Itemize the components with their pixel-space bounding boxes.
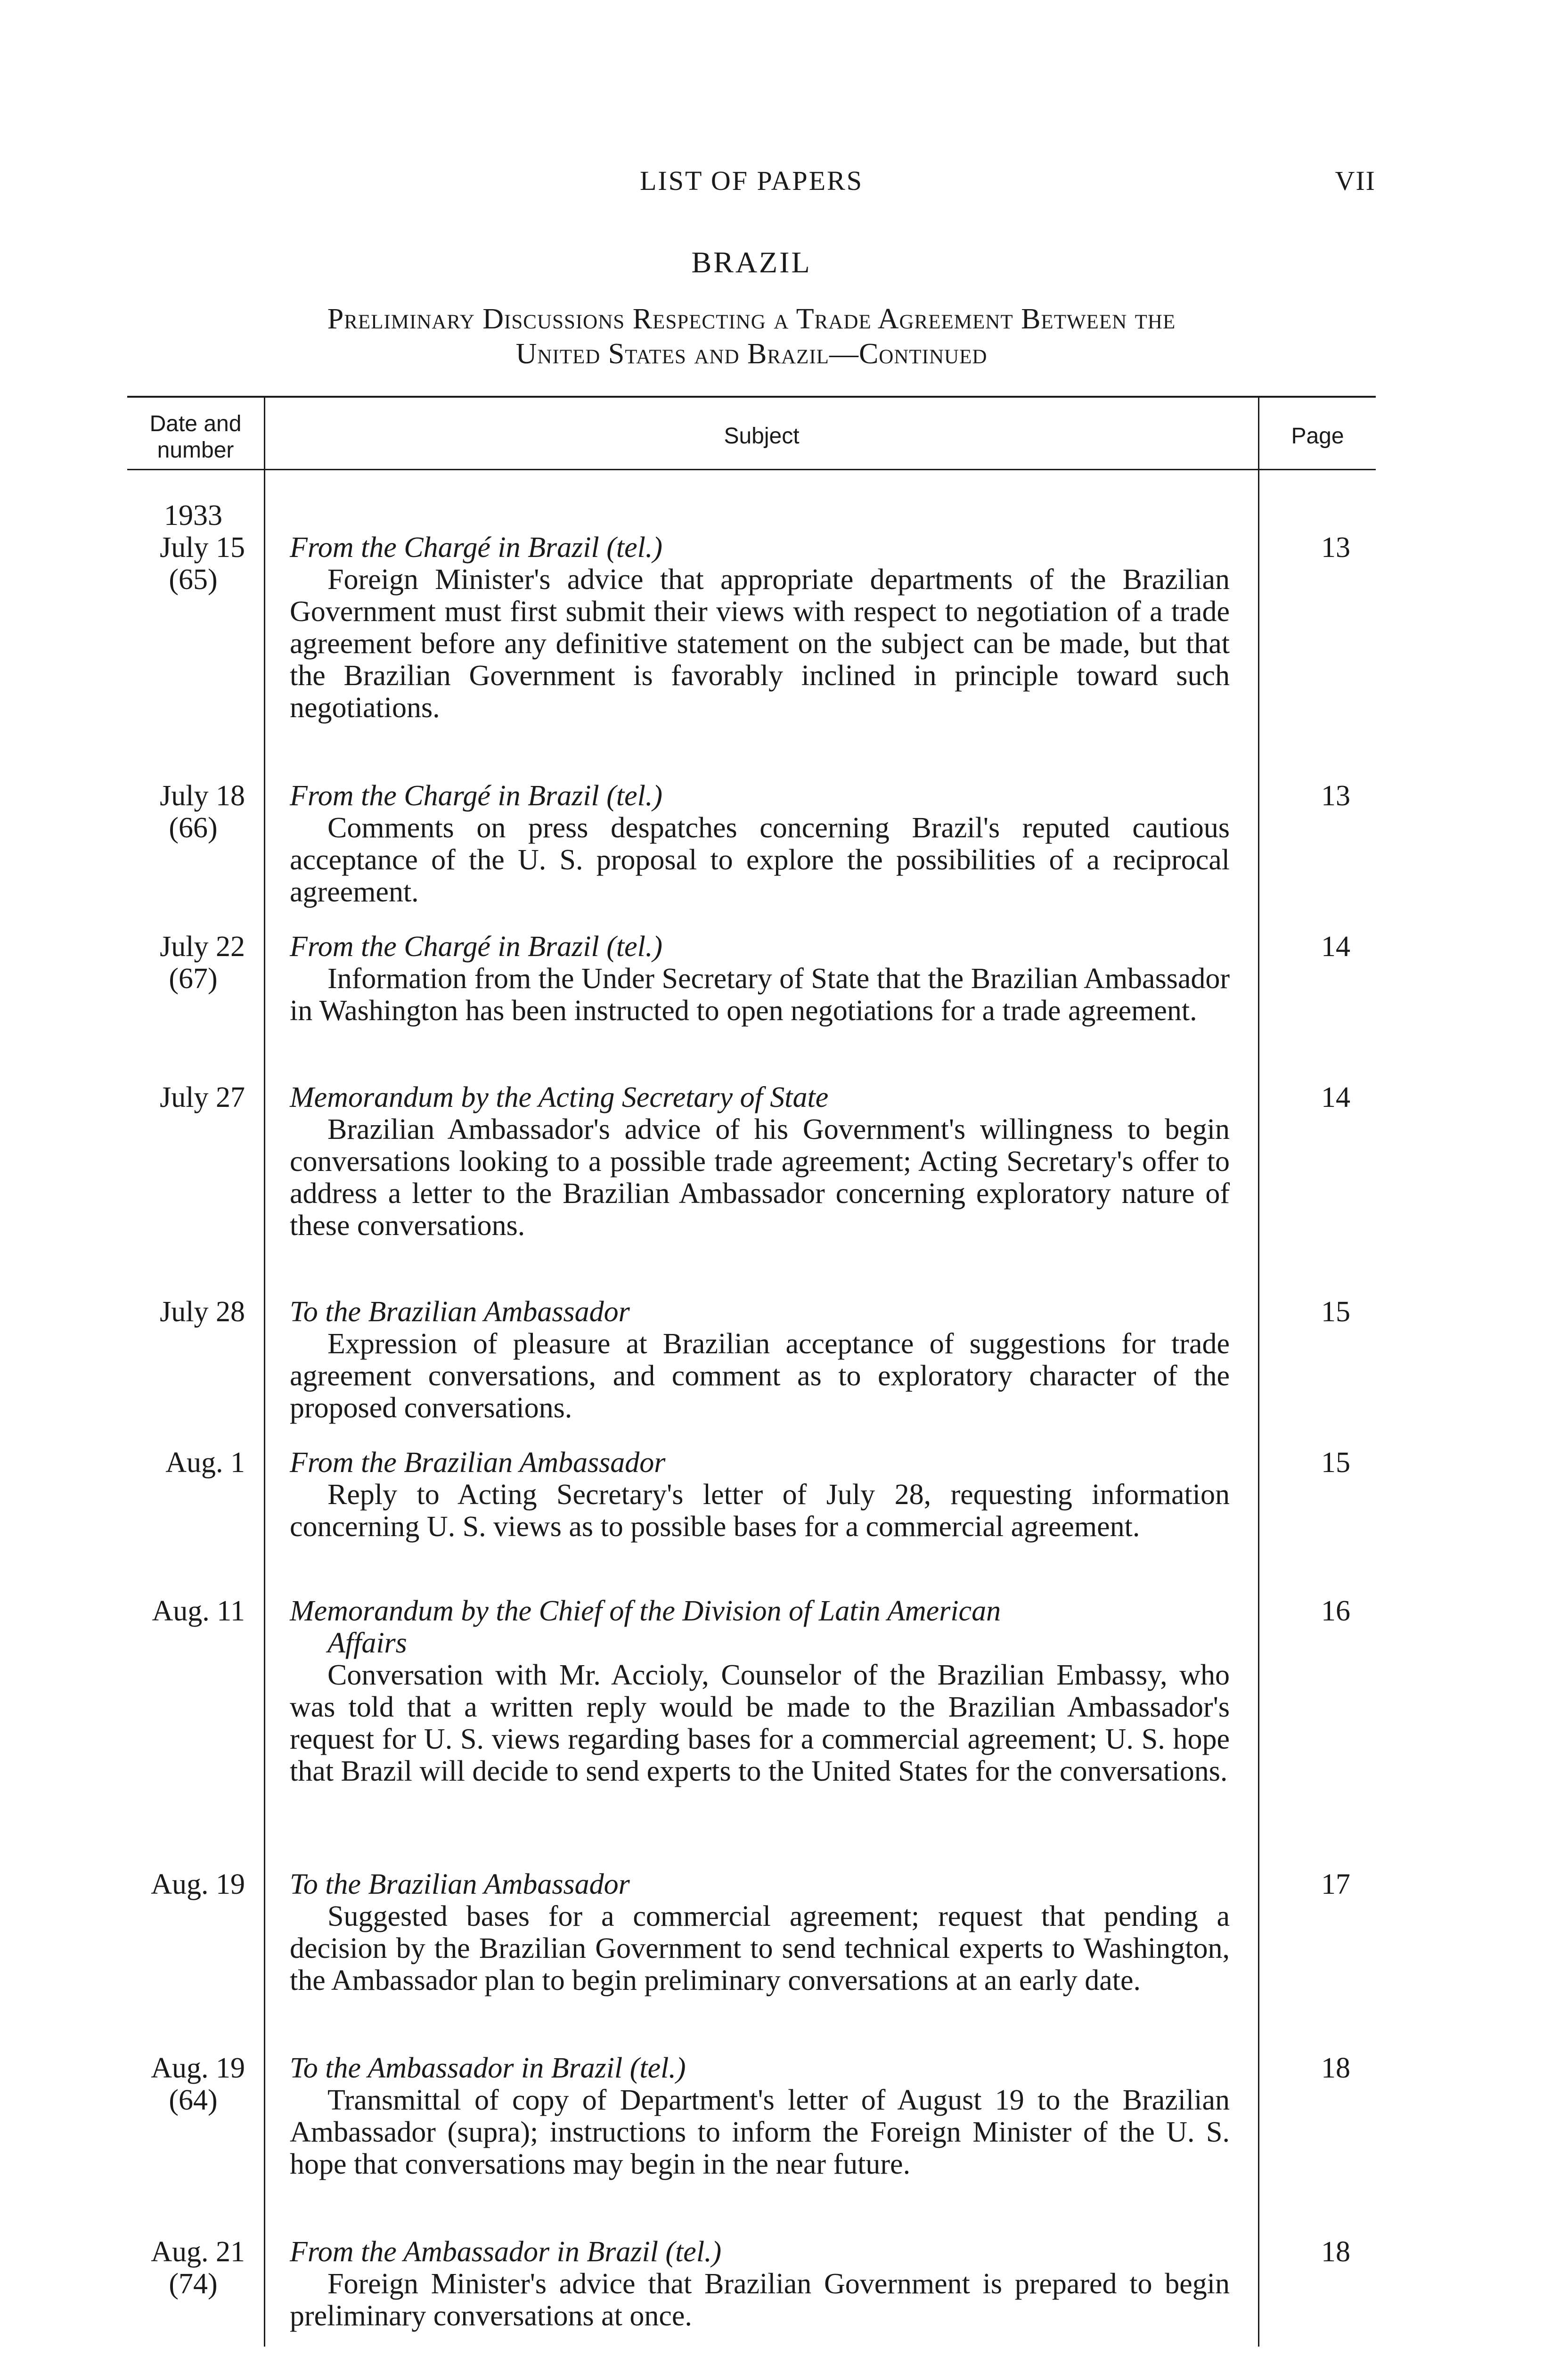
entry-date: July 28 xyxy=(160,1296,245,1328)
entry-subject: To the Ambassador in Brazil (tel.) Transmittal of copy of Department's letter of August 19 to the Brazilian Ambassador (supra); instructions to inform the Foreign Minister of the U. S. hope that conversations may begin in the near future. xyxy=(290,2052,1230,2180)
entry-subject: From the Chargé in Brazil (tel.) Comments on press despatches concerning Brazil's reputed cautious acceptance of the U. S. proposal to explore the possibilities of a reciprocal agreement. xyxy=(290,780,1230,908)
header-page: Page xyxy=(1291,424,1344,449)
entry-page: 17 xyxy=(1321,1868,1350,1900)
year-label: 1933 xyxy=(164,499,222,532)
entry-date: July 22 (67) xyxy=(160,931,245,995)
entry-date: July 18 (66) xyxy=(160,780,245,844)
entry-subject: Memorandum by the Acting Secretary of State Brazilian Ambassador's advice of his Government's willingness to begin conversations looking to a possible trade agreement; Acting Secretary's offer to address a letter to the Brazilian Ambassador concerning exploratory nature of these conversations. xyxy=(290,1081,1230,1242)
papers-table xyxy=(127,396,1376,2351)
entry-page: 15 xyxy=(1321,1447,1350,1479)
section-title-line-1: Preliminary Discussions Respecting a Trade Agreement Between the xyxy=(327,303,1176,335)
entry-date: July 27 xyxy=(160,1081,245,1113)
entry-date: Aug. 21 (74) xyxy=(151,2236,245,2300)
entry-page: 16 xyxy=(1321,1595,1350,1627)
entry-subject: From the Chargé in Brazil (tel.) Information from the Under Secretary of State that the Brazilian Ambassador in Washington has been instructed to open negotiations for a trade agreement. xyxy=(290,931,1230,1027)
page-number: VII xyxy=(1335,165,1376,196)
entry-date: Aug. 11 xyxy=(152,1595,245,1627)
entry-date: July 15 (65) xyxy=(160,532,245,596)
running-title: LIST OF PAPERS xyxy=(640,165,863,196)
section-title-line-2: United States and Brazil—Continued xyxy=(515,338,988,370)
country-heading: BRAZIL xyxy=(691,245,812,279)
header-date-number: Date and number xyxy=(149,411,242,463)
running-head xyxy=(127,165,1376,198)
entry-page: 14 xyxy=(1321,1081,1350,1113)
entry-page: 18 xyxy=(1321,2052,1350,2084)
column-divider-right xyxy=(1258,396,1259,2347)
header-bottom-rule xyxy=(127,469,1376,470)
entry-page: 15 xyxy=(1321,1296,1350,1328)
entry-date: Aug. 1 xyxy=(165,1447,245,1479)
entry-subject: To the Brazilian Ambassador Expression of pleasure at Brazilian acceptance of suggestions for trade agreement conversations, and comment as to exploratory character of the proposed conversations. xyxy=(290,1296,1230,1424)
entry-date: Aug. 19 xyxy=(151,1868,245,1900)
entry-subject: From the Chargé in Brazil (tel.) Foreign Minister's advice that appropriate departments of the Brazilian Government must first submit their views with respect to negotiation of a trade agreement before any definitive statement on the subject can be made, but that the Brazilian Government is favorably inclined in principle toward such negotiations. xyxy=(290,532,1230,724)
entry-subject: To the Brazilian Ambassador Suggested bases for a commercial agreement; request that pending a decision by the Brazilian Government to send technical experts to Washington, the Ambassador plan to begin preliminary conversations at an early date. xyxy=(290,1868,1230,1996)
entry-page: 13 xyxy=(1321,532,1350,564)
entry-page: 13 xyxy=(1321,780,1350,812)
column-divider-left xyxy=(264,396,265,2347)
entry-date: Aug. 19 (64) xyxy=(151,2052,245,2116)
entry-subject: From the Brazilian Ambassador Reply to Acting Secretary's letter of July 28, requesting information concerning U. S. views as to possible bases for a commercial agreement. xyxy=(290,1447,1230,1543)
entry-page: 18 xyxy=(1321,2236,1350,2268)
table-top-rule xyxy=(127,396,1376,398)
section-title xyxy=(127,302,1376,371)
header-subject: Subject xyxy=(724,424,800,449)
entry-page: 14 xyxy=(1321,931,1350,963)
entry-subject: Memorandum by the Chief of the Division of Latin American Affairs Conversation with Mr. Accioly, Counselor of the Brazilian Embassy, who was told that a written reply would be made to the Brazilian Ambassador's request for U. S. views regarding bases for a commercial agreement; U. S. hope that Brazil will decide to send experts to the United States for the conversations. xyxy=(290,1595,1230,1787)
entry-subject: From the Ambassador in Brazil (tel.) Foreign Minister's advice that Brazilian Government is prepared to begin preliminary conversations at once. xyxy=(290,2236,1230,2332)
